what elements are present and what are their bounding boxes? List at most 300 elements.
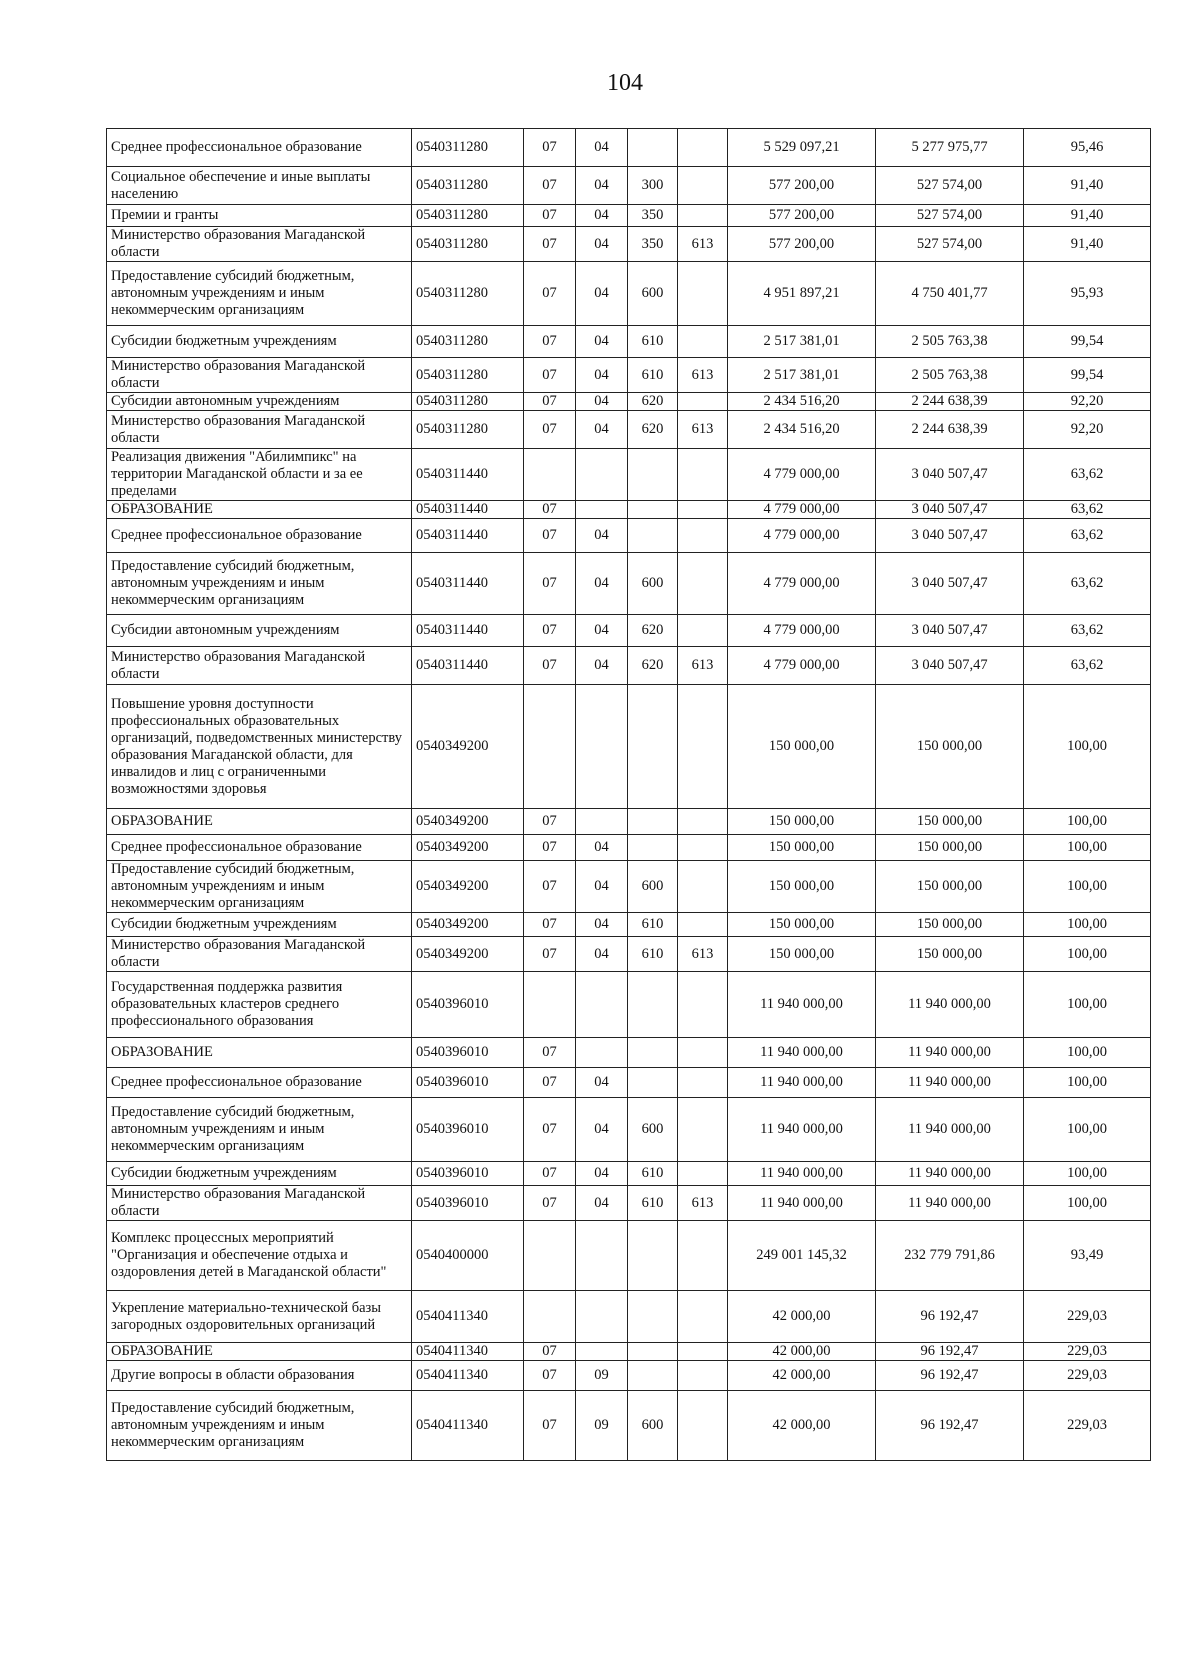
actual-amount: 4 750 401,77 <box>876 262 1024 326</box>
planned-amount: 42 000,00 <box>728 1343 876 1361</box>
actual-amount: 96 192,47 <box>876 1343 1024 1361</box>
section-code <box>524 1221 576 1291</box>
section-code <box>524 972 576 1038</box>
planned-amount: 150 000,00 <box>728 861 876 913</box>
section-code <box>524 449 576 501</box>
actual-amount: 232 779 791,86 <box>876 1221 1024 1291</box>
row-name: ОБРАЗОВАНИЕ <box>107 809 412 835</box>
expense-type-code <box>628 1291 678 1343</box>
planned-amount: 4 779 000,00 <box>728 449 876 501</box>
administrator-code <box>678 262 728 326</box>
target-code: 0540411340 <box>412 1361 524 1391</box>
subsection-code: 09 <box>576 1361 628 1391</box>
subsection-code: 04 <box>576 1068 628 1098</box>
expense-type-code <box>628 1361 678 1391</box>
subsection-code: 04 <box>576 326 628 358</box>
actual-amount: 11 940 000,00 <box>876 1186 1024 1221</box>
target-code: 0540349200 <box>412 809 524 835</box>
planned-amount: 11 940 000,00 <box>728 1068 876 1098</box>
planned-amount: 150 000,00 <box>728 809 876 835</box>
subsection-code: 04 <box>576 647 628 685</box>
table-row <box>107 227 1151 262</box>
execution-percent: 63,62 <box>1024 449 1151 501</box>
table-row <box>107 393 1151 411</box>
section-code: 07 <box>524 1038 576 1068</box>
subsection-code: 04 <box>576 1098 628 1162</box>
section-code: 07 <box>524 553 576 615</box>
section-code: 07 <box>524 937 576 972</box>
planned-amount: 249 001 145,32 <box>728 1221 876 1291</box>
subsection-code: 04 <box>576 1186 628 1221</box>
subsection-code: 04 <box>576 167 628 205</box>
actual-amount: 3 040 507,47 <box>876 519 1024 553</box>
target-code: 0540349200 <box>412 913 524 937</box>
subsection-code: 04 <box>576 519 628 553</box>
section-code: 07 <box>524 227 576 262</box>
target-code: 0540311440 <box>412 553 524 615</box>
planned-amount: 11 940 000,00 <box>728 972 876 1038</box>
planned-amount: 4 779 000,00 <box>728 553 876 615</box>
administrator-code <box>678 129 728 167</box>
planned-amount: 2 517 381,01 <box>728 358 876 393</box>
actual-amount: 150 000,00 <box>876 809 1024 835</box>
section-code: 07 <box>524 809 576 835</box>
administrator-code <box>678 553 728 615</box>
table-row <box>107 358 1151 393</box>
planned-amount: 150 000,00 <box>728 937 876 972</box>
table-row <box>107 647 1151 685</box>
actual-amount: 11 940 000,00 <box>876 1162 1024 1186</box>
planned-amount: 2 434 516,20 <box>728 393 876 411</box>
actual-amount: 2 505 763,38 <box>876 358 1024 393</box>
actual-amount: 3 040 507,47 <box>876 553 1024 615</box>
expense-type-code <box>628 129 678 167</box>
execution-percent: 100,00 <box>1024 861 1151 913</box>
actual-amount: 150 000,00 <box>876 685 1024 809</box>
execution-percent: 229,03 <box>1024 1361 1151 1391</box>
row-name: Реализация движения "Абилимпикс" на территории Магаданской области и за ее пределами <box>107 449 412 501</box>
expense-type-code: 610 <box>628 326 678 358</box>
section-code: 07 <box>524 913 576 937</box>
subsection-code: 04 <box>576 1162 628 1186</box>
expense-type-code <box>628 809 678 835</box>
administrator-code <box>678 449 728 501</box>
section-code: 07 <box>524 167 576 205</box>
table-row <box>107 972 1151 1038</box>
execution-percent: 100,00 <box>1024 937 1151 972</box>
section-code: 07 <box>524 1098 576 1162</box>
actual-amount: 3 040 507,47 <box>876 615 1024 647</box>
planned-amount: 4 779 000,00 <box>728 501 876 519</box>
table-row <box>107 1162 1151 1186</box>
row-name: Субсидии бюджетным учреждениям <box>107 1162 412 1186</box>
expense-type-code: 350 <box>628 227 678 262</box>
table-row <box>107 1291 1151 1343</box>
row-name: Предоставление субсидий бюджетным, автономным учреждениям и иным некоммерческим организациям <box>107 1391 412 1461</box>
planned-amount: 150 000,00 <box>728 685 876 809</box>
table-row <box>107 205 1151 227</box>
target-code: 0540349200 <box>412 685 524 809</box>
actual-amount: 96 192,47 <box>876 1361 1024 1391</box>
administrator-code <box>678 1361 728 1391</box>
actual-amount: 2 244 638,39 <box>876 411 1024 449</box>
row-name: Премии и гранты <box>107 205 412 227</box>
expense-type-code <box>628 449 678 501</box>
expense-type-code <box>628 1343 678 1361</box>
planned-amount: 2 434 516,20 <box>728 411 876 449</box>
administrator-code <box>678 835 728 861</box>
expense-type-code: 620 <box>628 615 678 647</box>
expense-type-code: 600 <box>628 553 678 615</box>
actual-amount: 527 574,00 <box>876 167 1024 205</box>
administrator-code: 613 <box>678 937 728 972</box>
execution-percent: 100,00 <box>1024 1068 1151 1098</box>
section-code: 07 <box>524 1186 576 1221</box>
administrator-code <box>678 861 728 913</box>
planned-amount: 11 940 000,00 <box>728 1098 876 1162</box>
execution-percent: 229,03 <box>1024 1291 1151 1343</box>
row-name: Министерство образования Магаданской области <box>107 411 412 449</box>
execution-percent: 92,20 <box>1024 393 1151 411</box>
section-code: 07 <box>524 1068 576 1098</box>
target-code: 0540349200 <box>412 835 524 861</box>
table-row <box>107 411 1151 449</box>
table-row <box>107 167 1151 205</box>
planned-amount: 577 200,00 <box>728 227 876 262</box>
administrator-code <box>678 1068 728 1098</box>
execution-percent: 100,00 <box>1024 685 1151 809</box>
administrator-code: 613 <box>678 647 728 685</box>
expense-type-code <box>628 1038 678 1068</box>
actual-amount: 11 940 000,00 <box>876 1068 1024 1098</box>
section-code: 07 <box>524 647 576 685</box>
expense-type-code: 350 <box>628 205 678 227</box>
target-code: 0540311440 <box>412 501 524 519</box>
table-row <box>107 501 1151 519</box>
actual-amount: 3 040 507,47 <box>876 449 1024 501</box>
actual-amount: 527 574,00 <box>876 227 1024 262</box>
section-code: 07 <box>524 861 576 913</box>
administrator-code <box>678 913 728 937</box>
section-code: 07 <box>524 1343 576 1361</box>
actual-amount: 150 000,00 <box>876 937 1024 972</box>
subsection-code <box>576 972 628 1038</box>
subsection-code: 04 <box>576 411 628 449</box>
section-code: 07 <box>524 519 576 553</box>
target-code: 0540311280 <box>412 393 524 411</box>
expense-type-code: 620 <box>628 411 678 449</box>
administrator-code <box>678 1038 728 1068</box>
actual-amount: 150 000,00 <box>876 861 1024 913</box>
actual-amount: 96 192,47 <box>876 1291 1024 1343</box>
row-name: Среднее профессиональное образование <box>107 1068 412 1098</box>
budget-table <box>106 128 1151 1461</box>
subsection-code: 04 <box>576 393 628 411</box>
table-row <box>107 615 1151 647</box>
planned-amount: 11 940 000,00 <box>728 1038 876 1068</box>
execution-percent: 63,62 <box>1024 615 1151 647</box>
target-code: 0540311280 <box>412 262 524 326</box>
table-row <box>107 861 1151 913</box>
actual-amount: 527 574,00 <box>876 205 1024 227</box>
table-row <box>107 1186 1151 1221</box>
administrator-code <box>678 1291 728 1343</box>
planned-amount: 5 529 097,21 <box>728 129 876 167</box>
planned-amount: 11 940 000,00 <box>728 1162 876 1186</box>
table-row <box>107 809 1151 835</box>
row-name: Министерство образования Магаданской области <box>107 358 412 393</box>
section-code: 07 <box>524 1391 576 1461</box>
subsection-code: 09 <box>576 1391 628 1461</box>
execution-percent: 63,62 <box>1024 501 1151 519</box>
administrator-code: 613 <box>678 411 728 449</box>
administrator-code <box>678 972 728 1038</box>
row-name: Повышение уровня доступности профессиональных образовательных организаций, подведомственных министерству образования Магаданской области, для инвалидов и лиц с ограниченными возможностями здоровья <box>107 685 412 809</box>
table-row <box>107 1098 1151 1162</box>
subsection-code: 04 <box>576 358 628 393</box>
table-row <box>107 1038 1151 1068</box>
target-code: 0540311440 <box>412 519 524 553</box>
expense-type-code <box>628 835 678 861</box>
expense-type-code: 600 <box>628 861 678 913</box>
execution-percent: 100,00 <box>1024 1162 1151 1186</box>
administrator-code <box>678 326 728 358</box>
section-code <box>524 685 576 809</box>
administrator-code <box>678 1343 728 1361</box>
expense-type-code: 300 <box>628 167 678 205</box>
row-name: Министерство образования Магаданской области <box>107 227 412 262</box>
expense-type-code: 600 <box>628 1098 678 1162</box>
execution-percent: 100,00 <box>1024 835 1151 861</box>
row-name: Субсидии автономным учреждениям <box>107 615 412 647</box>
planned-amount: 42 000,00 <box>728 1391 876 1461</box>
table-row <box>107 685 1151 809</box>
execution-percent: 99,54 <box>1024 358 1151 393</box>
table-row <box>107 1068 1151 1098</box>
table-row <box>107 1391 1151 1461</box>
expense-type-code: 610 <box>628 1162 678 1186</box>
subsection-code <box>576 1343 628 1361</box>
row-name: Субсидии бюджетным учреждениям <box>107 326 412 358</box>
row-name: Среднее профессиональное образование <box>107 129 412 167</box>
execution-percent: 63,62 <box>1024 519 1151 553</box>
target-code: 0540396010 <box>412 1038 524 1068</box>
expense-type-code: 610 <box>628 1186 678 1221</box>
row-name: Субсидии автономным учреждениям <box>107 393 412 411</box>
execution-percent: 100,00 <box>1024 809 1151 835</box>
target-code: 0540411340 <box>412 1291 524 1343</box>
expense-type-code: 610 <box>628 913 678 937</box>
expense-type-code: 600 <box>628 1391 678 1461</box>
section-code: 07 <box>524 358 576 393</box>
expense-type-code: 610 <box>628 358 678 393</box>
target-code: 0540396010 <box>412 972 524 1038</box>
target-code: 0540411340 <box>412 1391 524 1461</box>
subsection-code <box>576 1038 628 1068</box>
actual-amount: 3 040 507,47 <box>876 647 1024 685</box>
row-name: Укрепление материально-технической базы загородных оздоровительных организаций <box>107 1291 412 1343</box>
execution-percent: 100,00 <box>1024 1038 1151 1068</box>
subsection-code <box>576 449 628 501</box>
table-row <box>107 553 1151 615</box>
row-name: Предоставление субсидий бюджетным, автономным учреждениям и иным некоммерческим организациям <box>107 1098 412 1162</box>
target-code: 0540396010 <box>412 1186 524 1221</box>
subsection-code: 04 <box>576 553 628 615</box>
section-code: 07 <box>524 615 576 647</box>
row-name: Субсидии бюджетным учреждениям <box>107 913 412 937</box>
administrator-code <box>678 1098 728 1162</box>
target-code: 0540311440 <box>412 615 524 647</box>
execution-percent: 91,40 <box>1024 167 1151 205</box>
table-row <box>107 1221 1151 1291</box>
subsection-code <box>576 809 628 835</box>
administrator-code <box>678 685 728 809</box>
administrator-code: 613 <box>678 1186 728 1221</box>
table-row <box>107 913 1151 937</box>
table-row <box>107 262 1151 326</box>
table-row <box>107 1361 1151 1391</box>
subsection-code: 04 <box>576 262 628 326</box>
row-name: Среднее профессиональное образование <box>107 835 412 861</box>
expense-type-code <box>628 519 678 553</box>
table-row <box>107 129 1151 167</box>
actual-amount: 150 000,00 <box>876 835 1024 861</box>
expense-type-code: 620 <box>628 393 678 411</box>
section-code: 07 <box>524 262 576 326</box>
execution-percent: 63,62 <box>1024 647 1151 685</box>
planned-amount: 150 000,00 <box>728 835 876 861</box>
expense-type-code <box>628 685 678 809</box>
target-code: 0540400000 <box>412 1221 524 1291</box>
section-code: 07 <box>524 835 576 861</box>
execution-percent: 63,62 <box>1024 553 1151 615</box>
row-name: ОБРАЗОВАНИЕ <box>107 1343 412 1361</box>
expense-type-code: 600 <box>628 262 678 326</box>
administrator-code <box>678 1391 728 1461</box>
actual-amount: 11 940 000,00 <box>876 972 1024 1038</box>
execution-percent: 91,40 <box>1024 227 1151 262</box>
target-code: 0540349200 <box>412 861 524 913</box>
administrator-code <box>678 1162 728 1186</box>
section-code: 07 <box>524 501 576 519</box>
target-code: 0540396010 <box>412 1068 524 1098</box>
actual-amount: 3 040 507,47 <box>876 501 1024 519</box>
administrator-code <box>678 809 728 835</box>
target-code: 0540311280 <box>412 326 524 358</box>
row-name: Комплекс процессных мероприятий "Организация и обеспечение отдыха и оздоровления детей в Магаданской области" <box>107 1221 412 1291</box>
planned-amount: 4 779 000,00 <box>728 647 876 685</box>
table-row <box>107 519 1151 553</box>
actual-amount: 96 192,47 <box>876 1391 1024 1461</box>
planned-amount: 42 000,00 <box>728 1361 876 1391</box>
target-code: 0540311280 <box>412 205 524 227</box>
subsection-code: 04 <box>576 227 628 262</box>
planned-amount: 4 779 000,00 <box>728 615 876 647</box>
table-row <box>107 937 1151 972</box>
administrator-code <box>678 205 728 227</box>
execution-percent: 95,46 <box>1024 129 1151 167</box>
target-code: 0540311440 <box>412 647 524 685</box>
execution-percent: 229,03 <box>1024 1343 1151 1361</box>
section-code: 07 <box>524 411 576 449</box>
subsection-code: 04 <box>576 861 628 913</box>
execution-percent: 100,00 <box>1024 972 1151 1038</box>
subsection-code <box>576 1221 628 1291</box>
target-code: 0540349200 <box>412 937 524 972</box>
table-row <box>107 449 1151 501</box>
administrator-code: 613 <box>678 227 728 262</box>
target-code: 0540311280 <box>412 358 524 393</box>
target-code: 0540311280 <box>412 411 524 449</box>
section-code: 07 <box>524 393 576 411</box>
actual-amount: 11 940 000,00 <box>876 1038 1024 1068</box>
execution-percent: 93,49 <box>1024 1221 1151 1291</box>
row-name: Социальное обеспечение и иные выплаты населению <box>107 167 412 205</box>
table-row <box>107 1343 1151 1361</box>
row-name: Предоставление субсидий бюджетным, автономным учреждениям и иным некоммерческим организациям <box>107 861 412 913</box>
planned-amount: 11 940 000,00 <box>728 1186 876 1221</box>
row-name: Другие вопросы в области образования <box>107 1361 412 1391</box>
expense-type-code: 610 <box>628 937 678 972</box>
table-row <box>107 835 1151 861</box>
subsection-code: 04 <box>576 129 628 167</box>
administrator-code <box>678 1221 728 1291</box>
subsection-code <box>576 501 628 519</box>
actual-amount: 11 940 000,00 <box>876 1098 1024 1162</box>
subsection-code <box>576 685 628 809</box>
target-code: 0540311280 <box>412 167 524 205</box>
section-code: 07 <box>524 129 576 167</box>
planned-amount: 2 517 381,01 <box>728 326 876 358</box>
execution-percent: 229,03 <box>1024 1391 1151 1461</box>
planned-amount: 577 200,00 <box>728 205 876 227</box>
expense-type-code <box>628 1221 678 1291</box>
row-name: ОБРАЗОВАНИЕ <box>107 501 412 519</box>
expense-type-code <box>628 972 678 1038</box>
table-row <box>107 326 1151 358</box>
execution-percent: 95,93 <box>1024 262 1151 326</box>
subsection-code: 04 <box>576 937 628 972</box>
actual-amount: 2 505 763,38 <box>876 326 1024 358</box>
row-name: Министерство образования Магаданской области <box>107 937 412 972</box>
section-code <box>524 1291 576 1343</box>
subsection-code: 04 <box>576 205 628 227</box>
actual-amount: 5 277 975,77 <box>876 129 1024 167</box>
execution-percent: 100,00 <box>1024 1186 1151 1221</box>
actual-amount: 2 244 638,39 <box>876 393 1024 411</box>
target-code: 0540411340 <box>412 1343 524 1361</box>
row-name: Предоставление субсидий бюджетным, автономным учреждениям и иным некоммерческим организациям <box>107 262 412 326</box>
section-code: 07 <box>524 1162 576 1186</box>
section-code: 07 <box>524 326 576 358</box>
administrator-code <box>678 519 728 553</box>
execution-percent: 92,20 <box>1024 411 1151 449</box>
subsection-code <box>576 1291 628 1343</box>
administrator-code: 613 <box>678 358 728 393</box>
row-name: Государственная поддержка развития образовательных кластеров среднего профессионального образования <box>107 972 412 1038</box>
planned-amount: 4 951 897,21 <box>728 262 876 326</box>
administrator-code <box>678 501 728 519</box>
expense-type-code: 620 <box>628 647 678 685</box>
administrator-code <box>678 615 728 647</box>
subsection-code: 04 <box>576 835 628 861</box>
target-code: 0540311280 <box>412 129 524 167</box>
section-code: 07 <box>524 1361 576 1391</box>
target-code: 0540396010 <box>412 1162 524 1186</box>
administrator-code <box>678 167 728 205</box>
row-name: Министерство образования Магаданской области <box>107 647 412 685</box>
expense-type-code <box>628 1068 678 1098</box>
